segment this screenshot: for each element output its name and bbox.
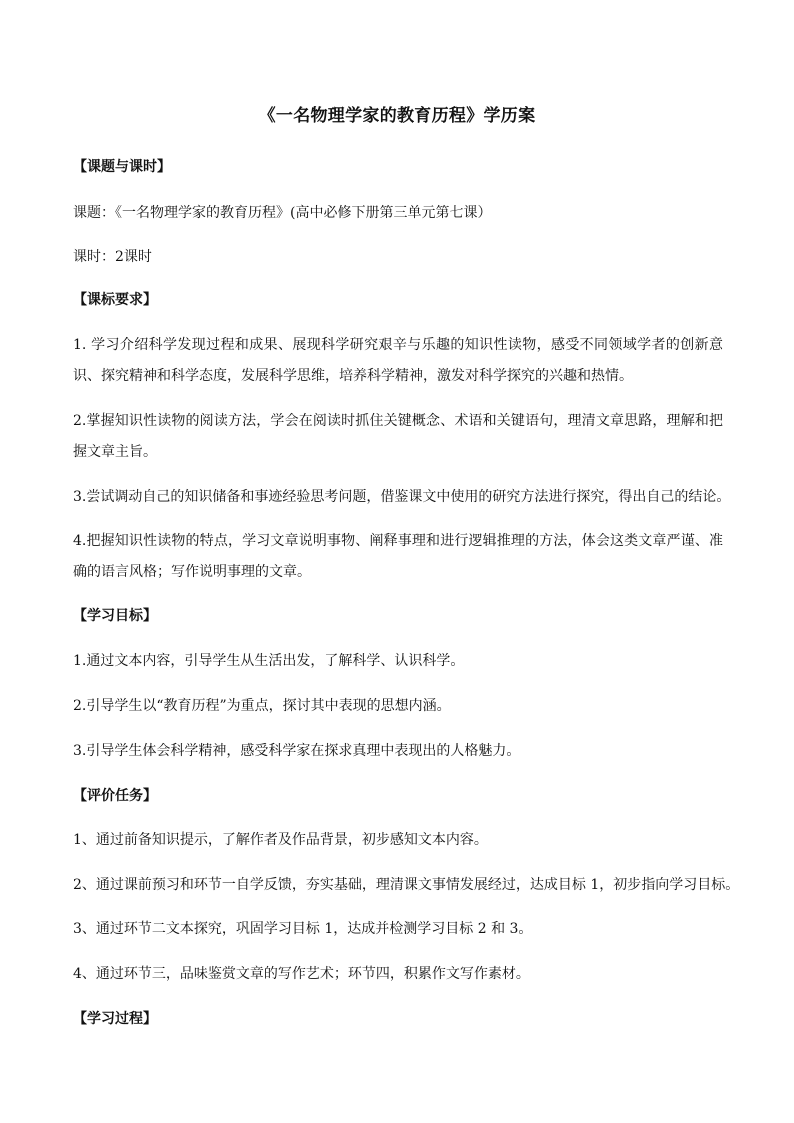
standard-item-4: 4.把握知识性读物的特点，学习文章说明事物、阐释事理和进行逻辑推理的方法，体会这类文章严谨、准确的语言风格；写作说明事理的文章。	[73, 533, 723, 580]
section-heading-standards: 【课标要求】	[73, 292, 157, 308]
task-item-1: 1、通过前备知识提示，了解作者及作品背景，初步感知文本内容。	[73, 832, 488, 848]
task-item-4: 4、通过环节三，品味鉴赏文章的写作艺术；环节四，积累作文写作素材。	[73, 966, 530, 982]
topic-line: 课题：《一名物理学家的教育历程》(高中必修下册第三单元第七课）	[73, 205, 492, 221]
goal-item-1: 1.通过文本内容，引导学生从生活出发，了解科学、认识科学。	[73, 653, 465, 669]
section-heading-tasks: 【评价任务】	[73, 788, 157, 804]
task-item-2: 2、通过课前预习和环节一自学反馈，夯实基础，理清课文事情发展经过，达成目标 1，初步指向学习目标。	[73, 877, 740, 893]
section-heading-goals: 【学习目标】	[73, 608, 157, 624]
goal-item-3: 3.引导学生体会科学精神，感受科学家在探求真理中表现出的人格魅力。	[73, 743, 521, 759]
hours-line: 课时：2课时	[73, 249, 152, 265]
goal-item-2: 2.引导学生以“教育历程”为重点，探讨其中表现的思想内涵。	[73, 698, 451, 714]
task-item-3: 3、通过环节二文本探究，巩固学习目标 1，达成并检测学习目标 2 和 3。	[73, 921, 533, 937]
standard-item-3: 3.尝试调动自己的知识储备和事迹经验思考问题，借鉴课文中使用的研究方法进行探究，得出自己的结论。	[73, 489, 731, 505]
section-heading-topic: 【课题与课时】	[73, 159, 171, 175]
standard-item-1: 1. 学习介绍科学发现过程和成果、展现科学研究艰辛与乐趣的知识性读物，感受不同领域学者的创新意识、探究精神和科学态度，发展科学思维，培养科学精神，激发对科学探究的兴趣和热情。	[73, 337, 723, 384]
document-title: 《一名物理学家的教育历程》学历案	[258, 106, 536, 126]
standard-item-2: 2.掌握知识性读物的阅读方法，学会在阅读时抓住关键概念、术语和关键语句，理清文章思路，理解和把握文章主旨。	[73, 413, 723, 460]
section-heading-process: 【学习过程】	[73, 1011, 157, 1027]
